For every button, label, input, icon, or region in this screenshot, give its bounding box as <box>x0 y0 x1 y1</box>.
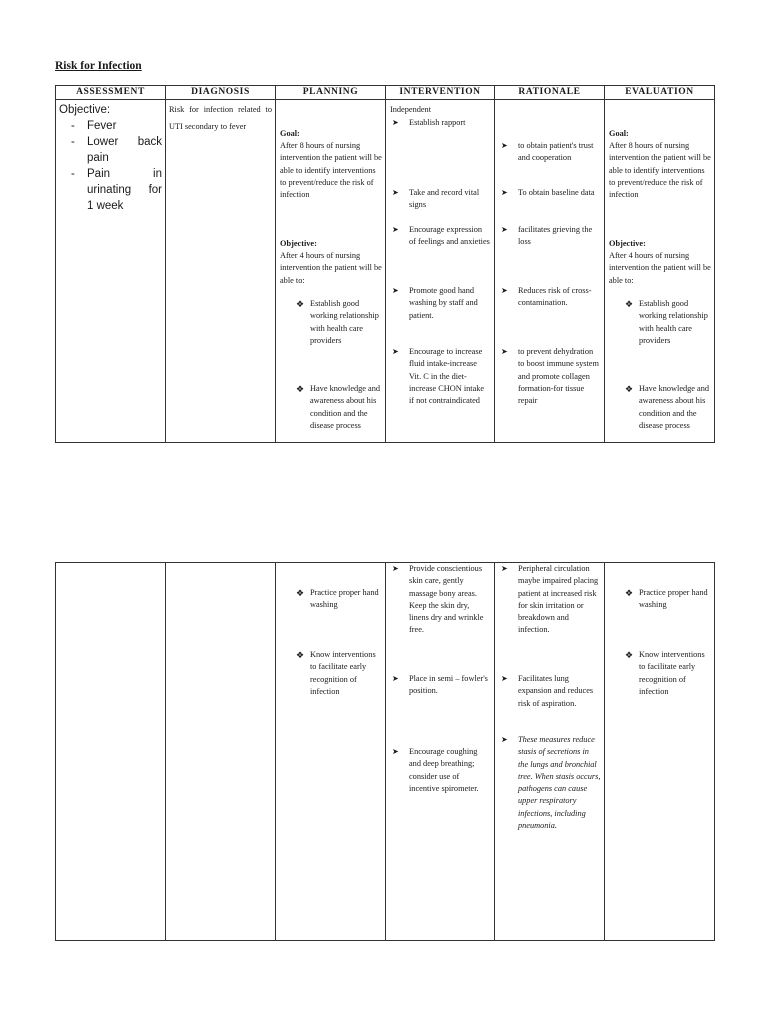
list-item: ➤ Encourage coughing and deep breathing; consider use of incentive spirometer. <box>392 747 479 793</box>
list-item: ➤ Establish rapport <box>392 118 466 127</box>
assessment-cell <box>56 100 166 443</box>
care-plan-table-continued <box>55 562 715 941</box>
list-item: ➤ Place in semi – fowler's position. <box>392 674 488 696</box>
list-item: ➤ to prevent dehydration to boost immune system and promote collagen formation-for tissue repair <box>501 347 599 406</box>
list-item: ❖ Know interventions to facilitate early recognition of infection <box>296 650 376 696</box>
list-item: ➤ Peripheral circulation maybe impaired placing patient at increased risk for skin irritation or breakdown and infection. <box>501 564 599 635</box>
header-planning: PLANNING <box>276 86 386 100</box>
list-item: ❖ Practice proper hand washing <box>625 588 708 610</box>
planning-cell <box>276 563 386 941</box>
list-item: - Pain in urinating for <box>71 168 162 196</box>
list-item: ➤ Encourage to increase fluid intake-increase Vit. C in the diet-increase CHON intake if not contraindicated <box>392 347 485 406</box>
assessment-label: Objective: <box>59 104 111 116</box>
evaluation-objective-text: After 4 hours of nursing intervention the patient will be able to: <box>609 251 711 285</box>
planning-goal-label: Goal: <box>280 129 300 138</box>
list-item: ➤ Facilitates lung expansion and reduces risk of aspiration. <box>501 674 594 708</box>
list-item: ➤ Reduces risk of cross-contamination. <box>501 286 592 308</box>
intervention-heading: Independent <box>390 105 432 114</box>
planning-objective-text: After 4 hours of nursing intervention the patient will be able to: <box>280 251 382 285</box>
table-row <box>56 100 715 443</box>
list-item: ➤ to obtain patient's trust and cooperation <box>501 141 594 163</box>
evaluation-goal-label: Goal: <box>609 129 629 138</box>
page-title: Risk for Infection <box>55 60 142 72</box>
evaluation-goal-text: After 8 hours of nursing intervention the patient will be able to identify interventions to prevent/reduce the risk of infection <box>609 141 711 200</box>
list-item: ➤ Take and record vital signs <box>392 188 480 210</box>
list-item: ➤ Promote good hand washing by staff and patient. <box>392 286 478 320</box>
diagnosis-text: Risk for infection related to UTI secondary to fever <box>169 105 272 131</box>
list-item: ➤ Provide conscientious skin care, gently massage bony areas. Keep the skin dry, linens dry and wrinkle free. <box>392 564 484 635</box>
header-row <box>56 86 715 100</box>
planning-objective-label: Objective: <box>280 239 317 248</box>
list-item: ❖ Have knowledge and awareness about his condition and the disease process <box>296 384 381 430</box>
list-item: ➤ Encourage expression of feelings and anxieties <box>392 225 490 247</box>
assessment-cell <box>56 563 166 941</box>
list-item: ❖ Practice proper hand washing <box>296 588 379 610</box>
intervention-cell <box>386 563 495 941</box>
header-evaluation: EVALUATION <box>605 86 715 100</box>
planning-cell <box>276 100 386 443</box>
header-intervention: INTERVENTION <box>386 86 495 100</box>
list-item-continued: 1 week <box>87 200 124 212</box>
table-row <box>56 563 715 941</box>
planning-goal-text: After 8 hours of nursing intervention the patient will be able to identify interventions to prevent/reduce the risk of infection <box>280 141 382 200</box>
list-item: ❖ Know interventions to facilitate early recognition of infection <box>625 650 705 696</box>
intervention-cell <box>386 100 495 443</box>
header-assessment: ASSESSMENT <box>56 86 166 100</box>
list-item: ➤ To obtain baseline data <box>501 188 595 197</box>
evaluation-cell <box>605 563 715 941</box>
evaluation-objective-label: Objective: <box>609 239 646 248</box>
care-plan-table <box>55 85 715 443</box>
list-item: ➤ facilitates grieving the loss <box>501 225 593 247</box>
rationale-cell <box>495 100 605 443</box>
list-item: ➤ These measures reduce stasis of secretions in the lungs and bronchial tree. When stasis occurs, pathogens can cause upper respiratory infections, including pneumonia. <box>501 735 601 831</box>
diagnosis-cell <box>166 100 276 443</box>
diagnosis-cell <box>166 563 276 941</box>
list-item: ❖ Have knowledge and awareness about his condition and the disease process <box>625 384 710 430</box>
list-item: - Lower back pain <box>71 136 162 164</box>
header-rationale: RATIONALE <box>495 86 605 100</box>
rationale-cell <box>495 563 605 941</box>
evaluation-cell <box>605 100 715 443</box>
list-item: ❖ Establish good working relationship with health care providers <box>296 299 379 345</box>
list-item: - Fever <box>71 120 117 132</box>
list-item: ❖ Establish good working relationship with health care providers <box>625 299 708 345</box>
header-diagnosis: DIAGNOSIS <box>166 86 276 100</box>
